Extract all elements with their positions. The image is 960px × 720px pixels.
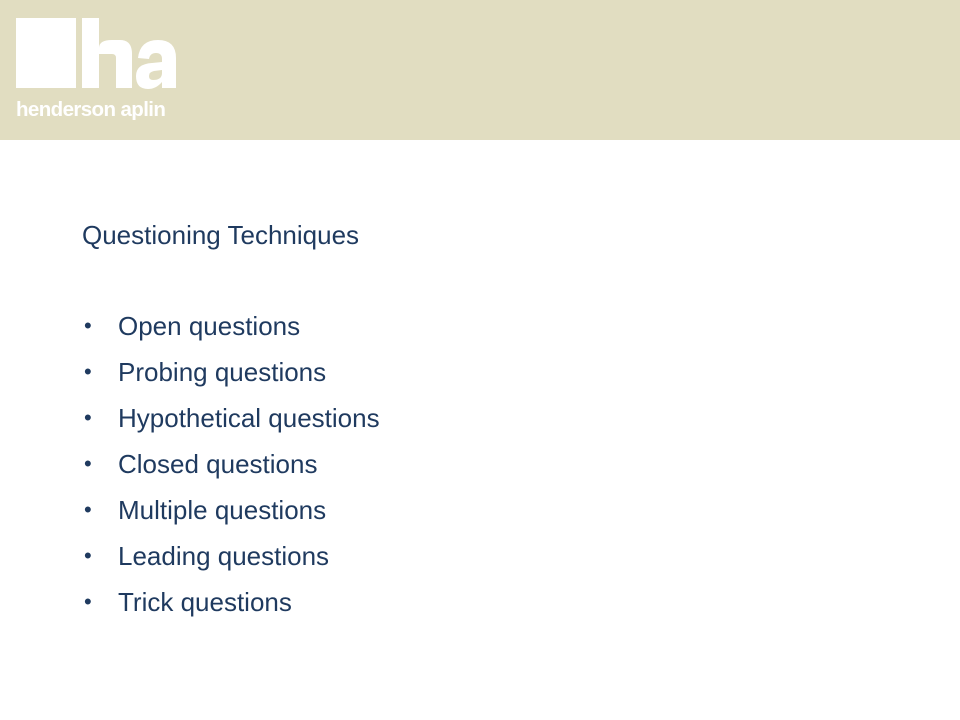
- list-item: [82, 487, 902, 533]
- bullet-text: Leading questions: [118, 541, 330, 571]
- logo-wordmark: henderson aplin: [16, 98, 166, 121]
- bullet-icon: •: [84, 313, 92, 338]
- bullet-text: Probing questions: [118, 357, 327, 387]
- bullet-text: Trick questions: [118, 587, 292, 617]
- list-item: [82, 533, 902, 579]
- slide-content: [82, 213, 902, 625]
- header-band: [0, 0, 960, 140]
- bullet-icon: •: [84, 359, 92, 384]
- bullet-icon: •: [84, 405, 92, 430]
- bullet-icon: •: [84, 543, 92, 568]
- bullet-text: Multiple questions: [118, 495, 327, 525]
- bullet-list: [82, 303, 902, 625]
- henderson-aplin-logo: [16, 18, 186, 128]
- bullet-icon: •: [84, 497, 92, 522]
- logo-graphic: [16, 18, 186, 128]
- list-item: [82, 395, 902, 441]
- list-item: [82, 579, 902, 625]
- list-item: [82, 303, 902, 349]
- bullet-text: Open questions: [118, 311, 301, 341]
- bullet-icon: •: [84, 589, 92, 614]
- slide-title: Questioning Techniques: [82, 220, 360, 250]
- bullet-icon: •: [84, 451, 92, 476]
- list-item: [82, 441, 902, 487]
- list-item: [82, 349, 902, 395]
- bullet-text: Hypothetical questions: [118, 403, 380, 433]
- bullet-text: Closed questions: [118, 449, 318, 479]
